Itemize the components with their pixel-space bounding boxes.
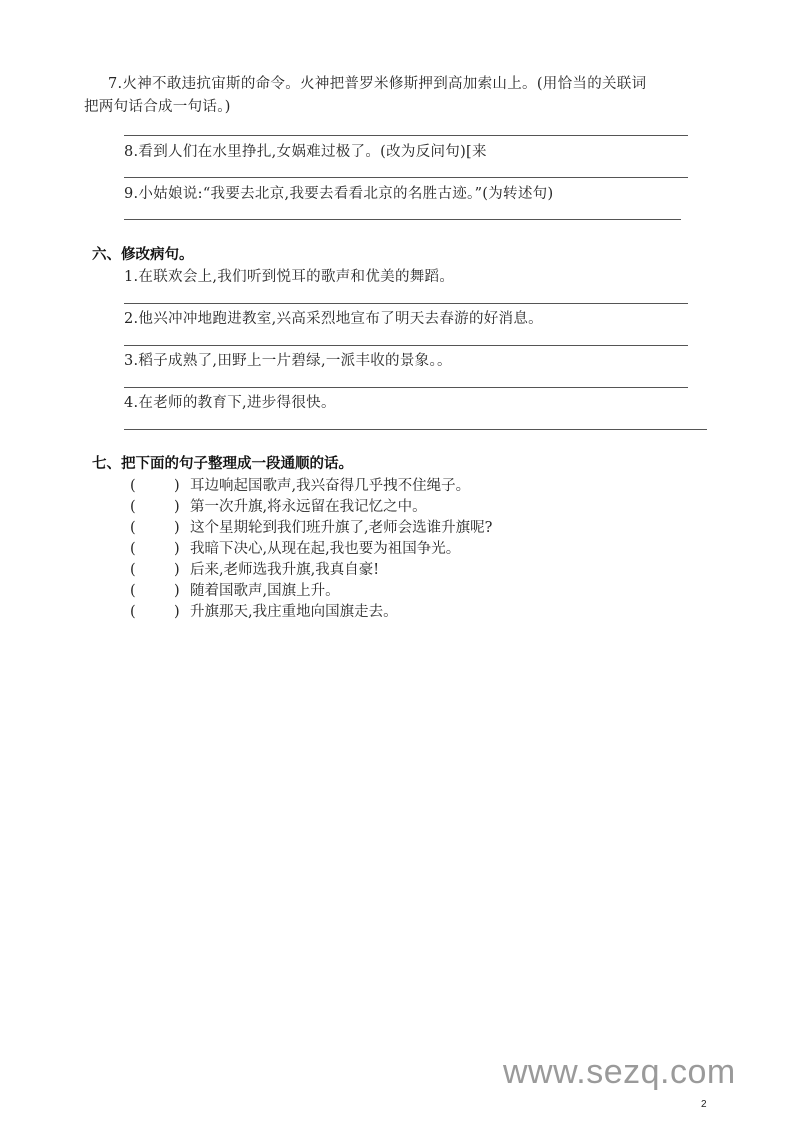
question-7-line-1: 7.火神不敢违抗宙斯的命令。火神把普罗米修斯押到高加索山上。(用恰当的关联词 (108, 76, 647, 92)
order-item-3[interactable] (130, 519, 492, 537)
order-item-5[interactable] (130, 561, 379, 579)
order-paren-open: ( (130, 478, 136, 494)
answer-line-q8[interactable] (124, 177, 688, 178)
order-item-1[interactable] (130, 477, 470, 495)
order-paren-close: ) (174, 520, 180, 536)
question-9: 9.小姑娘说:“我要去北京,我要去看看北京的名胜古迹。”(为转述句) (124, 186, 554, 202)
order-paren-close: ) (174, 583, 180, 599)
order-item-text: 随着国歌声,国旗上升。 (190, 583, 340, 599)
order-item-text: 升旗那天,我庄重地向国旗走去。 (190, 604, 398, 620)
answer-line-six-4[interactable] (124, 429, 707, 430)
section-six-item-3: 3.稻子成熟了,田野上一片碧绿,一派丰收的景象。。 (124, 353, 452, 369)
order-item-4[interactable] (130, 540, 460, 558)
answer-line-six-2[interactable] (124, 345, 688, 346)
order-item-text: 第一次升旗,将永远留在我记忆之中。 (190, 499, 427, 515)
watermark: www.sezq.com (503, 1053, 736, 1091)
order-item-text: 我暗下决心,从现在起,我也要为祖国争光。 (190, 541, 461, 557)
order-paren-open: ( (130, 541, 136, 557)
order-paren-open: ( (130, 583, 136, 599)
order-paren-close: ) (174, 604, 180, 620)
order-item-text: 这个星期轮到我们班升旗了,老师会选谁升旗呢? (190, 520, 493, 536)
page-number: 2 (701, 1099, 707, 1110)
section-six-item-4: 4.在老师的教育下,进步得很快。 (124, 395, 336, 411)
order-paren-close: ) (174, 562, 180, 578)
answer-line-q7[interactable] (124, 135, 688, 136)
order-paren-close: ) (174, 478, 180, 494)
section-six-item-1: 1.在联欢会上,我们听到悦耳的歌声和优美的舞蹈。 (124, 269, 455, 285)
answer-line-six-1[interactable] (124, 303, 688, 304)
order-paren-close: ) (174, 499, 180, 515)
order-paren-open: ( (130, 520, 136, 536)
order-item-text: 耳边响起国歌声,我兴奋得几乎拽不住绳子。 (190, 478, 471, 494)
answer-line-six-3[interactable] (124, 387, 688, 388)
section-six-title: 六、修改病句。 (92, 247, 194, 263)
order-item-2[interactable] (130, 498, 427, 516)
order-item-text: 后来,老师选我升旗,我真自豪! (190, 562, 380, 578)
section-six-item-2: 2.他兴冲冲地跑进教室,兴高采烈地宣布了明天去春游的好消息。 (124, 311, 543, 327)
order-item-6[interactable] (130, 582, 340, 600)
question-8: 8.看到人们在水里挣扎,女娲难过极了。(改为反问句)[来 (124, 144, 487, 160)
section-seven-title: 七、把下面的句子整理成一段通顺的话。 (92, 456, 353, 472)
order-paren-open: ( (130, 499, 136, 515)
order-paren-open: ( (130, 604, 136, 620)
answer-line-q9[interactable] (124, 219, 681, 220)
order-item-7[interactable] (130, 603, 398, 621)
order-paren-close: ) (174, 541, 180, 557)
order-paren-open: ( (130, 562, 136, 578)
question-7-line-2: 把两句话合成一句话。) (84, 99, 231, 115)
